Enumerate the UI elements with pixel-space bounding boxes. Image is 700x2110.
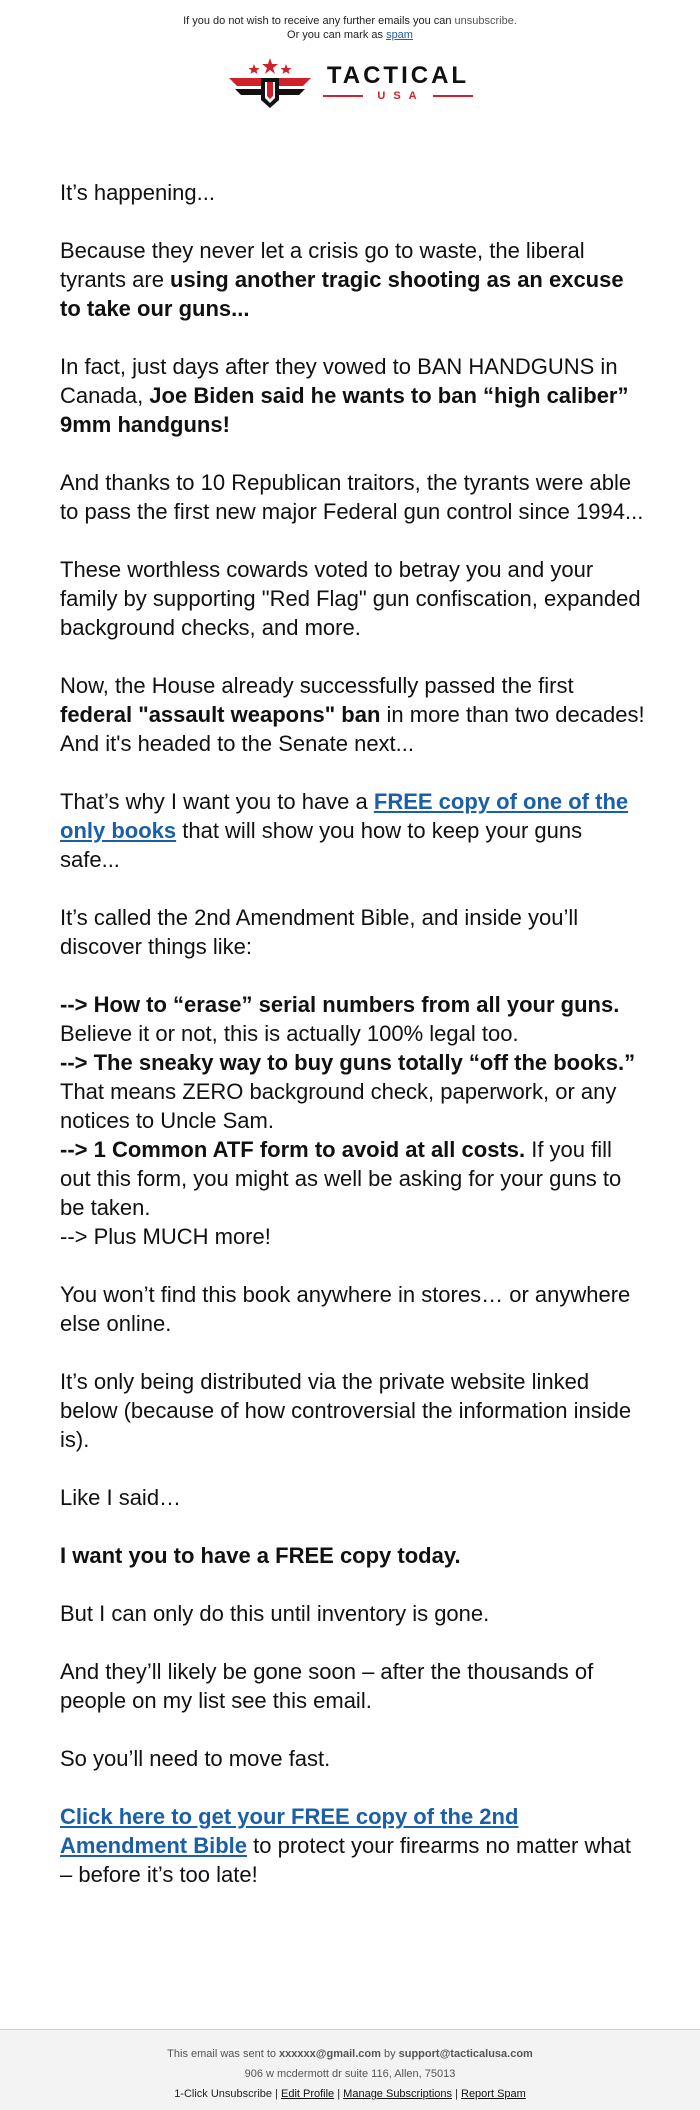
footer-links: 1-Click Unsubscribe | Edit Profile | Manage Subscriptions | Report Spam (174, 2088, 526, 2100)
unsubscribe-link[interactable]: unsubscribe. (454, 15, 517, 27)
report-spam-link[interactable]: Report Spam (461, 2088, 526, 2100)
paragraph-biden: In fact, just days after they vowed to BAN HANDGUNS in Canada, Joe Biden said he wants to ban “high caliber” 9mm handguns! (60, 354, 629, 437)
paragraph-book-intro: It’s called the 2nd Amendment Bible, and inside you’ll discover things like: (60, 905, 579, 959)
paragraph-cta: Click here to get your FREE copy of the 2nd Amendment Bible to protect your firearms no matter what – before it’s too late! (60, 1804, 631, 1887)
edit-profile-link[interactable]: Edit Profile (280, 2088, 335, 2100)
paragraph-soon: And they’ll likely be gone soon – after the thousands of people on my list see this email. (60, 1659, 594, 1713)
preheader-text: If you do not wish to receive any further emails you can (183, 15, 452, 27)
paragraph-republicans: And thanks to 10 Republican traitors, the tyrants were able to pass the first new major Federal gun control since 1994... (60, 470, 644, 524)
paragraph-inventory: But I can only do this until inventory is gone. (60, 1601, 490, 1626)
tactical-usa-emblem-icon (227, 56, 313, 110)
logo-brand: TACTICAL (326, 62, 470, 89)
manage-subscriptions-link[interactable]: Manage Subscriptions (343, 2088, 453, 2100)
brand-logo[interactable] (0, 54, 700, 112)
one-click-unsubscribe-link[interactable]: 1-Click Unsubscribe (174, 2088, 272, 2100)
bullet-1-text: Believe it or not, this is actually 100% legal too. (60, 1021, 519, 1046)
preheader (0, 0, 700, 42)
paragraph-crisis: Because they never let a crisis go to waste, the liberal tyrants are using another tragic shooting as an excuse to take our guns... (60, 238, 624, 321)
bullet-3-text: If you fill out this form, you might as well be asking for your guns to be taken. (60, 1137, 622, 1220)
bullet-2-bold: --> The sneaky way to buy guns totally “off the books.” (60, 1050, 636, 1075)
logo-sub (323, 90, 472, 102)
preheader-text-2: Or you can mark as (287, 29, 383, 41)
footer (0, 2029, 700, 2110)
spam-link[interactable]: spam (386, 29, 413, 41)
bullet-3-bold: --> 1 Common ATF form to avoid at all costs. (60, 1137, 526, 1162)
paragraph-house: Now, the House already successfully passed the first federal "assault weapons" ban in more than two decades! And it's headed to the Senate next... (60, 673, 645, 756)
paragraph-intro: It’s happening... (60, 180, 215, 205)
paragraph-cowards: These worthless cowards voted to betray you and your family by supporting "Red Flag" gun confiscation, expanded background checks, and more. (60, 557, 641, 640)
paragraph-distributed: It’s only being distributed via the private website linked below (because of how controversial the information inside is). (60, 1369, 632, 1452)
logo-usa: USA (377, 90, 425, 102)
bullet-1-bold: --> How to “erase” serial numbers from all your guns. (60, 992, 620, 1017)
bullet-2-text: That means ZERO background check, paperwork, or any notices to Uncle Sam. (60, 1079, 617, 1133)
logo-text (323, 64, 472, 102)
logo-line-left (323, 95, 363, 97)
paragraph-stores: You won’t find this book anywhere in stores… or anywhere else online. (60, 1282, 631, 1336)
free-book-link[interactable]: FREE copy of one of the only books (60, 789, 629, 843)
paragraph-like-i-said: Like I said… (60, 1485, 182, 1510)
bullet-list (60, 990, 645, 1251)
sender-email: support@tacticalusa.com (398, 2048, 533, 2060)
paragraph-offer: That’s why I want you to have a FREE copy of one of the only books that will show you how to keep your guns safe... (60, 789, 629, 872)
footer-sent-line: This email was sent to xxxxxx@gmail.com by support@tacticalusa.com (167, 2048, 533, 2060)
cta-link[interactable]: Click here to get your FREE copy of the 2nd Amendment Bible (60, 1804, 519, 1858)
footer-address: 906 w mcdermott dr suite 116, Allen, 75013 (244, 2068, 456, 2080)
paragraph-move-fast: So you’ll need to move fast. (60, 1746, 331, 1771)
recipient-email: xxxxxx@gmail.com (279, 2048, 381, 2060)
email-body (60, 178, 645, 1918)
bullet-4-text: --> Plus MUCH more! (60, 1224, 271, 1249)
paragraph-free-copy: I want you to have a FREE copy today. (60, 1543, 461, 1568)
logo-line-right (433, 95, 473, 97)
